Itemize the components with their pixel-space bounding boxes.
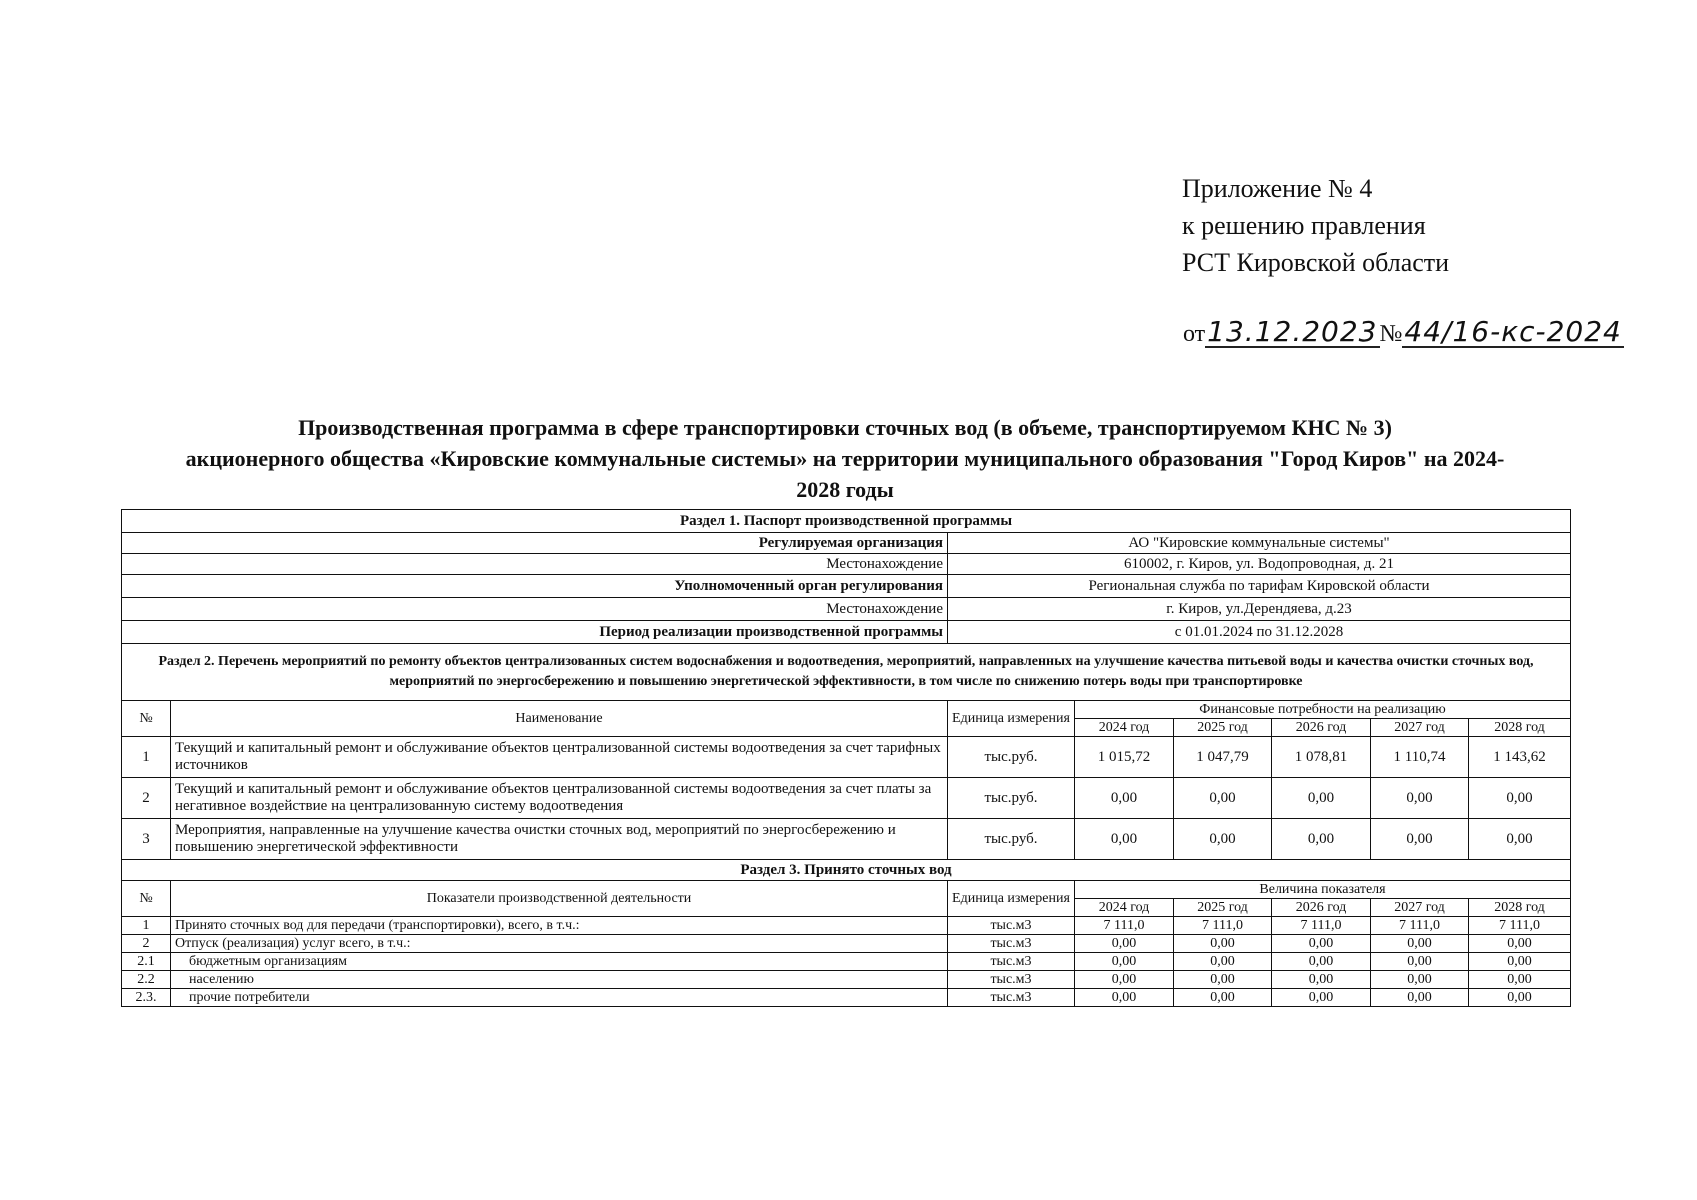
row-value: 0,00 [1469, 953, 1571, 971]
row-value: 0,00 [1469, 989, 1571, 1007]
row-name: Принято сточных вод для передачи (транспортировки), всего, в т.ч.: [171, 917, 948, 935]
row-value: 0,00 [1371, 971, 1469, 989]
row-name: Текущий и капитальный ремонт и обслуживание объектов централизованной системы водоотведения за счет платы за негативное воздействие на централизованную систему водоотведения [171, 778, 948, 819]
program-table [121, 509, 1571, 1007]
section1-label: Уполномоченный орган регулирования [122, 575, 948, 598]
section3-year: 2027 год [1371, 899, 1469, 917]
section1-row [122, 575, 1571, 598]
row-value: 0,00 [1371, 989, 1469, 1007]
section3-heading-row [122, 860, 1571, 881]
table-row [122, 819, 1571, 860]
annex-line-decision: к решению правления [1182, 211, 1426, 240]
row-number: 2 [122, 935, 171, 953]
section1-value: 610002, г. Киров, ул. Водопроводная, д. 21 [948, 554, 1571, 575]
document-title [110, 412, 1580, 505]
row-number: 2.3. [122, 989, 171, 1007]
row-name: населению [171, 971, 948, 989]
section1-row [122, 533, 1571, 554]
row-value: 0,00 [1075, 819, 1174, 860]
row-unit: тыс.м3 [948, 989, 1075, 1007]
section3-year: 2025 год [1174, 899, 1272, 917]
row-name: Отпуск (реализация) услуг всего, в т.ч.: [171, 935, 948, 953]
row-name: Мероприятия, направленные на улучшение качества очистки сточных вод, мероприятий по энергосбережению и повышению энергетической эффективности [171, 819, 948, 860]
section1-heading: Раздел 1. Паспорт производственной программы [122, 510, 1571, 533]
section3-col-unit: Единица измерения [948, 881, 1075, 917]
row-value: 1 078,81 [1272, 737, 1371, 778]
row-value: 7 111,0 [1174, 917, 1272, 935]
section1-label: Период реализации производственной программы [122, 621, 948, 644]
section1-row [122, 621, 1571, 644]
row-value: 1 110,74 [1371, 737, 1469, 778]
section2-year: 2027 год [1371, 719, 1469, 737]
section2-header-row [122, 701, 1571, 719]
row-number: 2.2 [122, 971, 171, 989]
section2-col-group: Финансовые потребности на реализацию [1075, 701, 1571, 719]
section3-year: 2028 год [1469, 899, 1571, 917]
section2-col-no: № [122, 701, 171, 737]
row-value: 7 111,0 [1075, 917, 1174, 935]
row-value: 0,00 [1174, 935, 1272, 953]
section3-year: 2024 год [1075, 899, 1174, 917]
row-value: 0,00 [1272, 953, 1371, 971]
section2-col-name: Наименование [171, 701, 948, 737]
section3-col-name: Показатели производственной деятельности [171, 881, 948, 917]
row-value: 7 111,0 [1469, 917, 1571, 935]
row-value: 0,00 [1272, 935, 1371, 953]
section1-value: АО "Кировские коммунальные системы" [948, 533, 1571, 554]
title-line-1: Производственная программа в сфере транспортировки сточных вод (в объеме, транспортируемом КНС № 3) [298, 415, 1392, 440]
row-value: 0,00 [1469, 778, 1571, 819]
section1-value: Региональная служба по тарифам Кировской области [948, 575, 1571, 598]
row-value: 0,00 [1469, 935, 1571, 953]
row-name: Текущий и капитальный ремонт и обслуживание объектов централизованной системы водоотведения за счет тарифных источников [171, 737, 948, 778]
row-value: 7 111,0 [1272, 917, 1371, 935]
row-value: 0,00 [1371, 778, 1469, 819]
annex-line-authority: РСТ Кировской области [1182, 248, 1450, 277]
table-row [122, 935, 1571, 953]
row-value: 0,00 [1272, 819, 1371, 860]
row-name: прочие потребители [171, 989, 948, 1007]
decision-number: 44/16-кс-2024 [1404, 315, 1622, 348]
row-value: 0,00 [1174, 989, 1272, 1007]
row-unit: тыс.руб. [948, 737, 1075, 778]
section1-label: Местонахождение [122, 554, 948, 575]
row-number: 1 [122, 917, 171, 935]
section1-heading-row [122, 510, 1571, 533]
section1-value: г. Киров, ул.Дерендяева, д.23 [948, 598, 1571, 621]
row-value: 1 143,62 [1469, 737, 1571, 778]
row-value: 0,00 [1075, 935, 1174, 953]
row-value: 0,00 [1469, 971, 1571, 989]
row-name: бюджетным организациям [171, 953, 948, 971]
row-value: 0,00 [1174, 971, 1272, 989]
row-value: 0,00 [1075, 953, 1174, 971]
section3-col-no: № [122, 881, 171, 917]
row-unit: тыс.руб. [948, 819, 1075, 860]
row-unit: тыс.м3 [948, 971, 1075, 989]
section1-row [122, 554, 1571, 575]
row-unit: тыс.м3 [948, 953, 1075, 971]
annex-block [1182, 170, 1449, 281]
table-row [122, 917, 1571, 935]
row-value: 7 111,0 [1371, 917, 1469, 935]
section2-heading: Раздел 2. Перечень мероприятий по ремонту объектов централизованных систем водоснабжения и водоотведения, мероприятий, направленных на улучшение качества питьевой воды и качества очистки сточных вод, мероприятий по энергосбережению и повышению энергетической эффективности, в том числе по снижению потерь воды при транспортировке [122, 644, 1571, 701]
row-number: 3 [122, 819, 171, 860]
section3-header-row [122, 881, 1571, 899]
section2-year: 2028 год [1469, 719, 1571, 737]
row-number: 2 [122, 778, 171, 819]
section2-col-unit: Единица измерения [948, 701, 1075, 737]
row-number: 1 [122, 737, 171, 778]
section2-year: 2024 год [1075, 719, 1174, 737]
section2-year: 2025 год [1174, 719, 1272, 737]
row-value: 0,00 [1075, 989, 1174, 1007]
decision-from-label: от [1183, 321, 1206, 347]
row-value: 0,00 [1174, 819, 1272, 860]
section3-year: 2026 год [1272, 899, 1371, 917]
section1-row [122, 598, 1571, 621]
table-row [122, 737, 1571, 778]
row-value: 0,00 [1174, 953, 1272, 971]
row-unit: тыс.м3 [948, 917, 1075, 935]
annex-line-number: Приложение № 4 [1182, 174, 1373, 203]
row-unit: тыс.руб. [948, 778, 1075, 819]
section2-year: 2026 год [1272, 719, 1371, 737]
row-value: 0,00 [1272, 778, 1371, 819]
row-unit: тыс.м3 [948, 935, 1075, 953]
row-number: 2.1 [122, 953, 171, 971]
section2-heading-row [122, 644, 1571, 701]
decision-reference [1183, 315, 1624, 348]
row-value: 0,00 [1272, 989, 1371, 1007]
table-row [122, 971, 1571, 989]
section3-col-group: Величина показателя [1075, 881, 1571, 899]
table-row [122, 778, 1571, 819]
row-value: 0,00 [1371, 819, 1469, 860]
row-value: 0,00 [1075, 971, 1174, 989]
decision-date: 13.12.2023 [1207, 315, 1378, 348]
row-value: 0,00 [1371, 935, 1469, 953]
row-value: 0,00 [1469, 819, 1571, 860]
row-value: 1 047,79 [1174, 737, 1272, 778]
title-line-3: 2028 годы [796, 477, 894, 502]
title-line-2: акционерного общества «Кировские коммунальные системы» на территории муниципального образования "Город Киров" на 2024- [185, 446, 1505, 471]
section1-value: с 01.01.2024 по 31.12.2028 [948, 621, 1571, 644]
row-value: 0,00 [1272, 971, 1371, 989]
section1-label: Регулируемая организация [122, 533, 948, 554]
section1-label: Местонахождение [122, 598, 948, 621]
table-row [122, 953, 1571, 971]
row-value: 0,00 [1174, 778, 1272, 819]
row-value: 0,00 [1371, 953, 1469, 971]
row-value: 1 015,72 [1075, 737, 1174, 778]
table-row [122, 989, 1571, 1007]
row-value: 0,00 [1075, 778, 1174, 819]
decision-number-label: № [1379, 321, 1403, 347]
section3-heading: Раздел 3. Принято сточных вод [122, 860, 1571, 881]
